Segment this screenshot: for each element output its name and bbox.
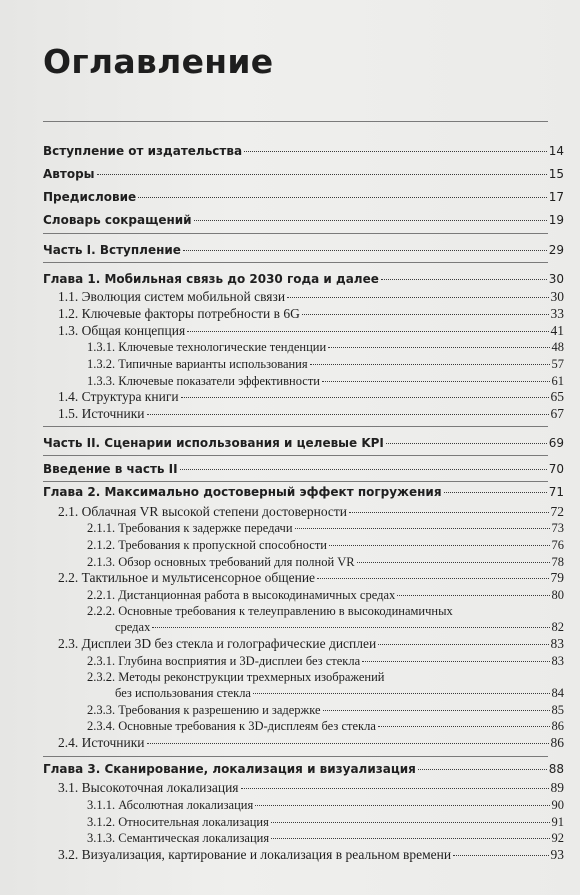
toc-entry-continuation[interactable]: средах 82 — [115, 620, 564, 634]
toc-entry-chapter[interactable]: Глава 3. Сканирование, локализация и визуализация 88 — [43, 762, 564, 776]
divider — [43, 481, 548, 482]
divider — [43, 262, 548, 263]
toc-entry-part[interactable]: Часть I. Вступление 29 — [43, 243, 564, 257]
toc-entry-section[interactable]: 2.1. Облачная VR высокой степени достоверности 72 — [58, 504, 564, 519]
toc-entry-section[interactable]: 3.1. Высокоточная локализация 89 — [58, 780, 564, 795]
toc-entry-section[interactable]: 1.5. Источники 67 — [58, 406, 564, 421]
toc-entry-subsection[interactable]: 1.3.1. Ключевые технологические тенденции 48 — [87, 340, 564, 354]
toc-entry-front[interactable]: Вступление от издательства 14 — [43, 144, 564, 158]
divider — [43, 455, 548, 456]
toc-entry-subsection[interactable]: 2.2.2. Основные требования к телеуправлению в высокодинамичных — [87, 604, 453, 618]
toc-entry-subsection[interactable]: 2.3.4. Основные требования к 3D-дисплеям без стекла 86 — [87, 719, 564, 733]
toc-entry-intro[interactable]: Введение в часть II 70 — [43, 462, 564, 476]
toc-entry-section[interactable]: 1.3. Общая концепция 41 — [58, 323, 564, 338]
toc-entry-subsection[interactable]: 2.1.1. Требования к задержке передачи 73 — [87, 521, 564, 535]
toc-entry-continuation[interactable]: без использования стекла 84 — [115, 686, 564, 700]
divider — [43, 121, 548, 122]
toc-entry-chapter[interactable]: Глава 1. Мобильная связь до 2030 года и далее 30 — [43, 272, 564, 286]
toc-entry-subsection[interactable]: 2.3.3. Требования к разрешению и задержке 85 — [87, 703, 564, 717]
toc-entry-subsection[interactable]: 3.1.2. Относительная локализация 91 — [87, 815, 564, 829]
divider — [43, 756, 548, 757]
toc-entry-front[interactable]: Предисловие 17 — [43, 190, 564, 204]
toc-entry-subsection[interactable]: 3.1.1. Абсолютная локализация 90 — [87, 798, 564, 812]
divider — [43, 426, 548, 427]
toc-entry-subsection[interactable]: 2.3.2. Методы реконструкции трехмерных изображений — [87, 670, 385, 684]
toc-entry-chapter[interactable]: Глава 2. Максимально достоверный эффект погружения 71 — [43, 485, 564, 499]
toc-entry-front[interactable]: Словарь сокращений 19 — [43, 213, 564, 227]
toc-entry-section[interactable]: 1.2. Ключевые факторы потребности в 6G 33 — [58, 306, 564, 321]
toc-entry-front[interactable]: Авторы 15 — [43, 167, 564, 181]
toc-entry-section[interactable]: 1.4. Структура книги 65 — [58, 389, 564, 404]
page-title: Оглавление — [43, 42, 274, 81]
toc-entry-subsection[interactable]: 2.1.2. Требования к пропускной способности 76 — [87, 538, 564, 552]
toc-entry-section[interactable]: 2.3. Дисплеи 3D без стекла и голографические дисплеи 83 — [58, 636, 564, 651]
toc-entry-subsection[interactable]: 2.2.1. Дистанционная работа в высокодинамичных средах 80 — [87, 588, 564, 602]
toc-entry-subsection[interactable]: 2.1.3. Обзор основных требований для полной VR 78 — [87, 555, 564, 569]
toc-entry-section[interactable]: 2.2. Тактильное и мультисенсорное общение 79 — [58, 570, 564, 585]
toc-entry-section[interactable]: 1.1. Эволюция систем мобильной связи 30 — [58, 289, 564, 304]
toc-entry-subsection[interactable]: 1.3.3. Ключевые показатели эффективности 61 — [87, 374, 564, 388]
toc-entry-subsection[interactable]: 3.1.3. Семантическая локализация 92 — [87, 831, 564, 845]
toc-entry-section[interactable]: 2.4. Источники 86 — [58, 735, 564, 750]
toc-entry-section[interactable]: 3.2. Визуализация, картирование и локализация в реальном времени 93 — [58, 847, 564, 862]
toc-entry-subsection[interactable]: 1.3.2. Типичные варианты использования 57 — [87, 357, 564, 371]
toc-entry-subsection[interactable]: 2.3.1. Глубина восприятия и 3D-дисплеи без стекла 83 — [87, 654, 564, 668]
toc-entry-part[interactable]: Часть II. Сценарии использования и целевые KPI 69 — [43, 436, 564, 450]
divider — [43, 233, 548, 234]
